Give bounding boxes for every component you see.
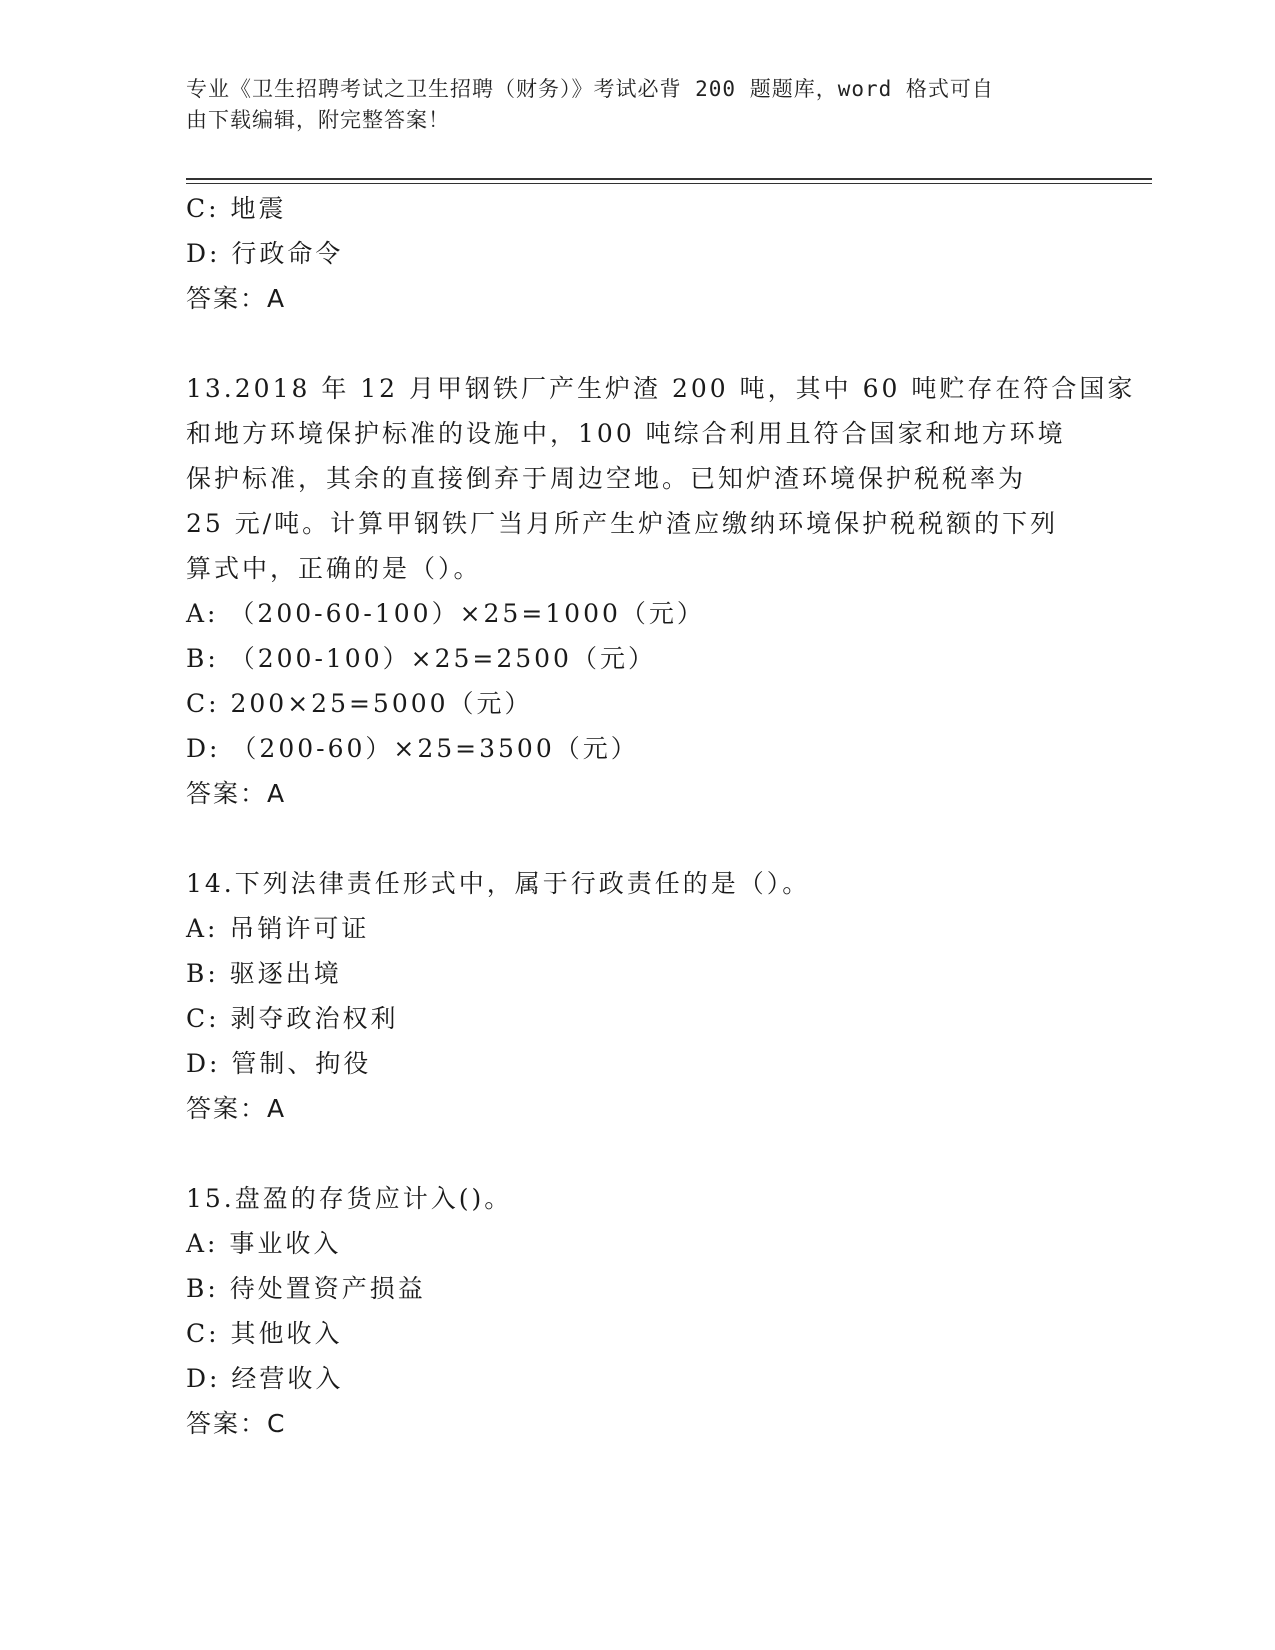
answer-line: 答案：A: [186, 284, 287, 313]
answer-line: 答案：A: [186, 779, 287, 808]
option-b: B: 待处置资产损益: [186, 1274, 426, 1303]
question-stem-line: 25 元/吨。计算甲钢铁厂当月所产生炉渣应缴纳环境保护税税额的下列: [186, 509, 1059, 538]
question-stem-line: 算式中，正确的是（）。: [186, 554, 482, 583]
spacer: [186, 1131, 1086, 1176]
question-15: [186, 1176, 1086, 1446]
header-line-2: 由下载编辑，附完整答案！: [186, 108, 450, 132]
question-stem-line: 15.盘盈的存货应计入()。: [186, 1184, 513, 1213]
question-stem-line: 保护标准，其余的直接倒弃于周边空地。已知炉渣环境保护税税率为: [186, 464, 1027, 493]
question-content: [186, 186, 1136, 1446]
answer-line: 答案：C: [186, 1409, 287, 1438]
option-c: C: 地震: [186, 194, 287, 223]
option-a: A: 吊销许可证: [186, 914, 370, 943]
option-c: C: 200×25=5000（元）: [186, 689, 533, 718]
option-d: D: 经营收入: [186, 1364, 344, 1393]
page-header: [186, 74, 1066, 136]
question-13: [186, 366, 1136, 816]
header-divider-thick: [186, 178, 1152, 180]
option-d: D: 管制、拘役: [186, 1049, 372, 1078]
answer-line: 答案：A: [186, 1094, 287, 1123]
option-c: C: 剥夺政治权利: [186, 1004, 399, 1033]
spacer: [186, 816, 1086, 861]
header-divider-thin: [186, 183, 1152, 184]
option-a: A: （200-60-100）×25=1000（元）: [186, 599, 705, 628]
option-d: D: 行政命令: [186, 239, 344, 268]
question-stem-line: 13.2018 年 12 月甲钢铁厂产生炉渣 200 吨，其中 60 吨贮存在符合国家: [186, 374, 1136, 403]
question-12-continued: [186, 186, 1086, 321]
question-stem-line: 14.下列法律责任形式中，属于行政责任的是（）。: [186, 869, 811, 898]
option-a: A: 事业收入: [186, 1229, 342, 1258]
spacer: [186, 321, 1086, 366]
option-b: B: 驱逐出境: [186, 959, 342, 988]
question-stem-line: 和地方环境保护标准的设施中，100 吨综合利用且符合国家和地方环境: [186, 419, 1066, 448]
option-d: D: （200-60）×25=3500（元）: [186, 734, 639, 763]
option-b: B: （200-100）×25=2500（元）: [186, 644, 656, 673]
header-line-1: 专业《卫生招聘考试之卫生招聘（财务）》考试必背 200 题题库，word 格式可自: [186, 77, 994, 101]
option-c: C: 其他收入: [186, 1319, 343, 1348]
question-14: [186, 861, 1086, 1131]
